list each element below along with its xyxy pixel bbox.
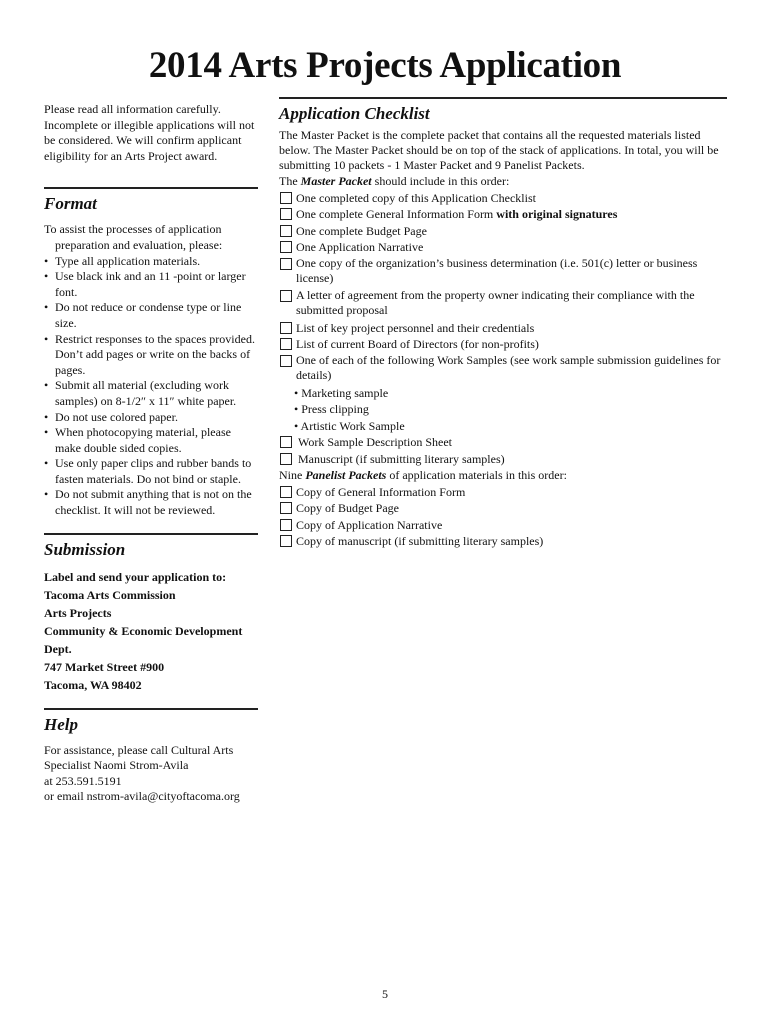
work-sample-item: • Marketing sample	[294, 385, 389, 400]
checkbox[interactable]	[280, 322, 292, 334]
checklist-item[interactable]: One complete Budget Page	[279, 223, 727, 240]
bullet-icon: •	[44, 425, 49, 440]
master-packet-lead: The Master Packet should include in this order:	[279, 174, 510, 188]
bullet-icon: •	[44, 331, 49, 346]
right-column	[279, 97, 727, 550]
bullet-icon: •	[44, 409, 49, 424]
format-section	[44, 187, 258, 518]
work-sample-item: • Artistic Work Sample	[294, 418, 405, 433]
checkbox[interactable]	[280, 225, 292, 237]
submission-section	[44, 533, 258, 694]
help-email: or email nstrom-avila@cityoftacoma.org	[44, 789, 240, 804]
checklist-item[interactable]: Copy of Application Narrative	[279, 517, 727, 534]
bullet-icon: •	[44, 487, 49, 502]
list-item: • Do not reduce or condense type or line size.	[44, 300, 242, 330]
format-heading: Format	[44, 194, 97, 214]
checklist-item[interactable]: Copy of Budget Page	[279, 500, 727, 517]
list-item: • Use black ink and an 11 -point or larger font.	[44, 269, 246, 299]
address-line: 747 Market Street #900	[44, 659, 165, 674]
checklist-item[interactable]: A letter of agreement from the property owner indicating their compliance with the submitted proposal	[279, 288, 727, 318]
checklist-item[interactable]: List of key project personnel and their credentials	[279, 320, 727, 337]
checklist-item[interactable]: List of current Board of Directors (for non-profits)	[279, 336, 727, 353]
checkbox[interactable]	[280, 355, 292, 367]
bullet-icon: •	[44, 269, 49, 284]
checkbox[interactable]	[280, 241, 292, 253]
bullet-icon: •	[44, 456, 49, 471]
checklist-item[interactable]: Copy of General Information Form	[279, 484, 727, 501]
list-item: • Submit all material (excluding work samples) on 8-1/2″ x 11″ white paper.	[44, 378, 237, 408]
checklist-item[interactable]: Work Sample Description Sheet	[279, 434, 727, 451]
list-item: • Do not submit anything that is not on the checklist. It will not be reviewed.	[44, 487, 252, 518]
checkbox[interactable]	[280, 502, 292, 514]
checklist-item[interactable]: One completed copy of this Application Checklist	[279, 190, 727, 207]
checkbox[interactable]	[280, 535, 292, 547]
checklist-intro: The Master Packet is the complete packet that contains all the requested materials listed below. The Master Packet should be on top of the stack of applications. In total, you will be submitting 10 packets - 1 Master Packet and 9 Panelist Packets.	[279, 128, 719, 172]
divider	[44, 533, 258, 535]
address-line: Tacoma Arts Commission	[44, 587, 176, 602]
checkbox[interactable]	[280, 436, 292, 448]
bullet-icon: •	[44, 253, 49, 268]
intro-text: Please read all information carefully. Incomplete or illegible applications will not be considered. We will confirm applicant eligibility for an Arts Project award.	[44, 102, 255, 163]
help-heading: Help	[44, 714, 78, 734]
list-item: • Do not use colored paper.	[44, 409, 178, 424]
checklist-item[interactable]: One of each of the following Work Samples (see work sample submission guidelines for details)	[279, 353, 727, 383]
bullet-icon: •	[44, 378, 49, 393]
panelist-packet-lead: Nine Panelist Packets of application materials in this order:	[279, 468, 567, 482]
help-phone: at 253.591.5191	[44, 773, 122, 788]
divider	[279, 97, 727, 99]
checkbox[interactable]	[280, 208, 292, 220]
divider	[44, 708, 258, 710]
work-sample-item: • Press clipping	[294, 402, 369, 416]
address-line: Community & Economic Development Dept.	[44, 623, 243, 656]
list-item: • Type all application materials.	[44, 253, 201, 268]
submission-heading: Submission	[44, 539, 126, 559]
page-number: 5	[382, 987, 388, 1001]
divider	[44, 187, 258, 189]
checklist-item[interactable]: One Application Narrative	[279, 239, 727, 256]
checklist-heading: Application Checklist	[279, 104, 430, 123]
checklist-item[interactable]: Manuscript (if submitting literary samples)	[279, 451, 727, 468]
checkbox[interactable]	[280, 486, 292, 498]
checklist-item[interactable]: Copy of manuscript (if submitting literary samples)	[279, 533, 727, 550]
checkbox[interactable]	[280, 258, 292, 270]
checkbox[interactable]	[280, 290, 292, 302]
checkbox[interactable]	[280, 192, 292, 204]
list-item: • Use only paper clips and rubber bands to fasten materials. Do not bind or staple.	[44, 456, 252, 486]
bullet-icon: •	[44, 300, 49, 315]
format-lead: To assist the processes of application preparation and evaluation, please:	[44, 222, 223, 252]
list-item: • When photocopying material, please make double sided copies.	[44, 425, 231, 455]
address-line: Label and send your application to:	[44, 569, 227, 584]
help-section	[44, 708, 258, 805]
page-title: 2014 Arts Projects Application	[148, 45, 622, 86]
address-line: Arts Projects	[44, 605, 112, 620]
checkbox[interactable]	[280, 453, 292, 465]
help-text: For assistance, please call Cultural Arts Specialist Naomi Strom-Avila	[44, 742, 234, 773]
checklist-item[interactable]: One complete General Information Form with original signatures	[279, 206, 727, 223]
checklist-item[interactable]: One copy of the organization’s business determination (i.e. 501(c) letter or business license)	[279, 256, 727, 286]
checkbox[interactable]	[280, 519, 292, 531]
list-item: • Restrict responses to the spaces provided. Don’t add pages or write on the backs of pages.	[44, 331, 255, 377]
address-line: Tacoma, WA 98402	[44, 677, 142, 692]
checkbox[interactable]	[280, 338, 292, 350]
left-column	[44, 102, 258, 819]
